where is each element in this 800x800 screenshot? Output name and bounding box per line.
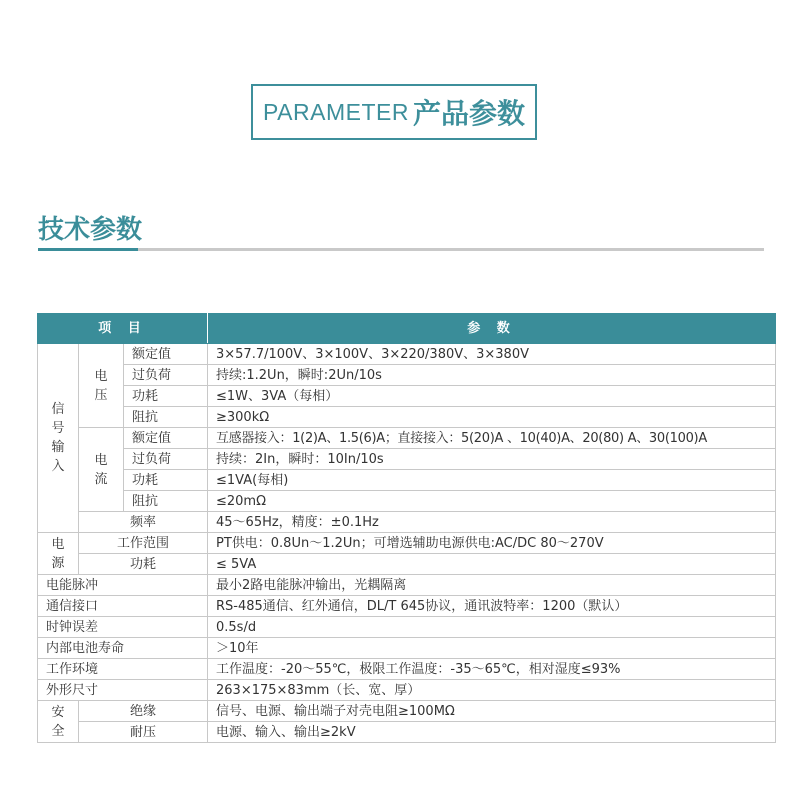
group-label-signal-input: 信 号 输 入: [38, 344, 79, 533]
row-label: 内部电池寿命: [38, 638, 208, 659]
group-label-power-supply: 电 源: [38, 533, 79, 575]
banner-chinese-title: 产品参数: [412, 97, 525, 130]
table-row: [38, 449, 776, 470]
row-value: 电源、输入、输出≥2kV: [208, 722, 776, 743]
table-row: [38, 470, 776, 491]
group-label-safety: 安 全: [38, 701, 79, 743]
row-value: ≤1VA(每相): [208, 470, 776, 491]
row-value: ＞10年: [208, 638, 776, 659]
table-row: [38, 638, 776, 659]
row-label: 工作环境: [38, 659, 208, 680]
table-row: [38, 575, 776, 596]
row-label: 功耗: [124, 386, 208, 407]
table-row: [38, 344, 776, 365]
row-value: 持续:1.2Un，瞬时:2Un/10s: [208, 365, 776, 386]
row-value: 0.5s/d: [208, 617, 776, 638]
row-value: 45～65Hz，精度：±0.1Hz: [208, 512, 776, 533]
table-row: [38, 512, 776, 533]
section-divider: [38, 248, 764, 251]
row-value: 3×57.7/100V、3×100V、3×220/380V、3×380V: [208, 344, 776, 365]
table-row: [38, 428, 776, 449]
row-label: 过负荷: [124, 449, 208, 470]
row-label: 工作范围: [79, 533, 208, 554]
section-title: 技术参数: [38, 215, 143, 245]
row-value: 信号、电源、输出端子对壳电阻≥100MΩ: [208, 701, 776, 722]
row-value: ≤20mΩ: [208, 491, 776, 512]
row-label: 功耗: [124, 470, 208, 491]
row-value: RS-485通信、红外通信，DL/T 645协议，通讯波特率：1200（默认）: [208, 596, 776, 617]
spec-table: [37, 313, 776, 743]
table-row: [38, 596, 776, 617]
group-label-current: 电 流: [79, 428, 124, 512]
row-label: 阻抗: [124, 407, 208, 428]
row-value: ≥300kΩ: [208, 407, 776, 428]
table-header-row: [38, 314, 776, 344]
row-value: 263×175×83mm（长、宽、厚）: [208, 680, 776, 701]
row-label: 额定值: [124, 344, 208, 365]
row-label: 通信接口: [38, 596, 208, 617]
row-label: 阻抗: [124, 491, 208, 512]
row-label: 功耗: [79, 554, 208, 575]
table-row: [38, 491, 776, 512]
table-row: [38, 533, 776, 554]
parameter-banner: [251, 84, 537, 140]
header-item: 项 目: [38, 314, 208, 344]
table-row: [38, 554, 776, 575]
row-value: PT供电：0.8Un～1.2Un；可增选辅助电源供电:AC/DC 80～270V: [208, 533, 776, 554]
row-value: 工作温度：-20～55℃，极限工作温度：-35～65℃，相对湿度≤93%: [208, 659, 776, 680]
table-row: [38, 386, 776, 407]
row-value: ≤ 5VA: [208, 554, 776, 575]
table-row: [38, 617, 776, 638]
row-label: 耐压: [79, 722, 208, 743]
header-param: 参 数: [208, 314, 776, 344]
row-label: 外形尺寸: [38, 680, 208, 701]
table-row: [38, 680, 776, 701]
row-label: 时钟误差: [38, 617, 208, 638]
table-row: [38, 659, 776, 680]
row-value: 持续：2In，瞬时：10In/10s: [208, 449, 776, 470]
row-label: 绝缘: [79, 701, 208, 722]
row-label: 过负荷: [124, 365, 208, 386]
group-label-voltage: 电 压: [79, 344, 124, 428]
table-row: [38, 701, 776, 722]
row-label: 频率: [79, 512, 208, 533]
row-value: ≤1W、3VA（每相）: [208, 386, 776, 407]
table-row: [38, 722, 776, 743]
table-row: [38, 407, 776, 428]
row-value: 最小2路电能脉冲输出，光耦隔离: [208, 575, 776, 596]
row-value: 互感器接入：1(2)A、1.5(6)A；直接接入：5(20)A 、10(40)A、20(80) A、30(100)A: [208, 428, 776, 449]
banner-english-title: PARAMETER: [263, 98, 409, 125]
section-divider-accent: [38, 248, 138, 251]
row-label: 额定值: [124, 428, 208, 449]
table-row: [38, 365, 776, 386]
row-label: 电能脉冲: [38, 575, 208, 596]
